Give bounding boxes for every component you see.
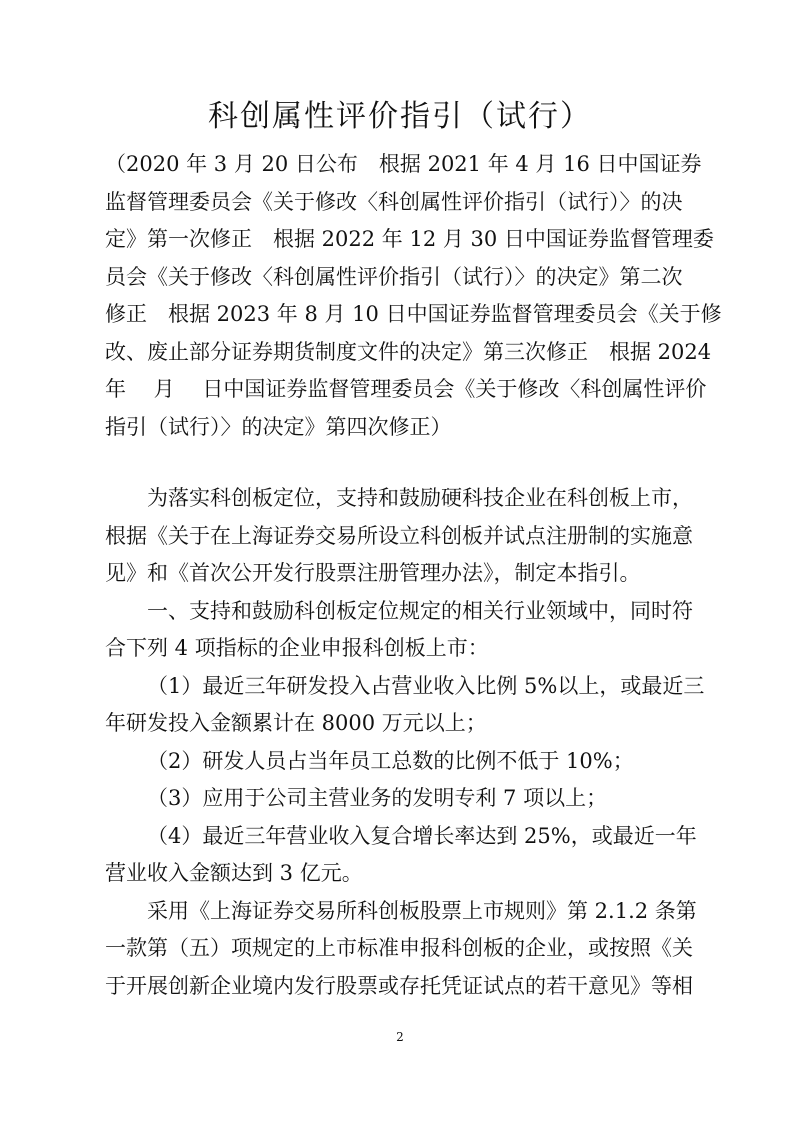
revision-note bbox=[105, 146, 722, 446]
paragraph-listing-standard bbox=[105, 893, 705, 1006]
note-line: 员会《关于修改〈科创属性评价指引（试行）〉的决定》第二次 bbox=[105, 264, 683, 289]
document-body bbox=[105, 480, 705, 1005]
paragraph-line: 根据《关于在上海证券交易所设立科创板并试点注册制的实施意 bbox=[105, 523, 693, 548]
paragraph-line: （4）最近三年营业收入复合增长率达到 25%，或最近一年 bbox=[147, 823, 697, 848]
paragraph-line: 年研发投入金额累计在 8000 万元以上； bbox=[105, 711, 487, 735]
note-line: 监督管理委员会《关于修改〈科创属性评价指引（试行）〉的决 bbox=[105, 189, 683, 214]
paragraph-line: 见》和《首次公开发行股票注册管理办法》，制定本指引。 bbox=[105, 561, 641, 585]
paragraph-item-4 bbox=[105, 818, 705, 893]
note-line: 修正 根据 2023 年 8 月 10 日中国证券监督管理委员会《关于修 bbox=[105, 302, 722, 326]
paragraph-line: 合下列 4 项指标的企业申报科创板上市： bbox=[105, 636, 489, 660]
paragraph-line: 采用《上海证券交易所科创板股票上市规则》第 2.1.2 条第 bbox=[147, 898, 697, 923]
paragraph-item-2 bbox=[105, 743, 705, 781]
note-line: 年 月 日中国证券监督管理委员会《关于修改〈科创属性评价 bbox=[105, 377, 707, 401]
note-line: 指引（试行）〉的决定》第四次修正） bbox=[105, 414, 452, 439]
paragraph-section-one bbox=[105, 593, 705, 668]
paragraph-line: 一、支持和鼓励科创板定位规定的相关行业领域中，同时符 bbox=[147, 598, 693, 623]
paragraph-line: （3）应用于公司主营业务的发明专利 7 项以上； bbox=[147, 786, 608, 810]
note-line: 改、废止部分证券期货制度文件的决定》第三次修正 根据 2024 bbox=[105, 339, 712, 364]
paragraph-line: 为落实科创板定位，支持和鼓励硬科技企业在科创板上市， bbox=[147, 486, 693, 510]
page-number: 2 bbox=[396, 1030, 404, 1044]
paragraph-intro bbox=[105, 480, 705, 593]
note-line: （2020 年 3 月 20 日公布 根据 2021 年 4 月 16 日中国证券 bbox=[105, 152, 702, 176]
paragraph-line: （1）最近三年研发投入占营业收入比例 5%以上，或最近三 bbox=[147, 673, 705, 698]
paragraph-line: 于开展创新企业境内发行股票或存托凭证试点的若干意见》等相 bbox=[105, 973, 693, 998]
paragraph-line: 营业收入金额达到 3 亿元。 bbox=[105, 861, 363, 885]
document-title: 科创属性评价指引（试行） bbox=[208, 99, 592, 134]
note-line: 定》第一次修正 根据 2022 年 12 月 30 日中国证券监督管理委 bbox=[105, 227, 714, 251]
paragraph-line: （2）研发人员占当年员工总数的比例不低于 10%； bbox=[147, 748, 634, 773]
paragraph-line: 一款第（五）项规定的上市标准申报科创板的企业，或按照《关 bbox=[105, 936, 693, 960]
paragraph-item-3 bbox=[105, 780, 705, 818]
paragraph-item-1 bbox=[105, 668, 705, 743]
